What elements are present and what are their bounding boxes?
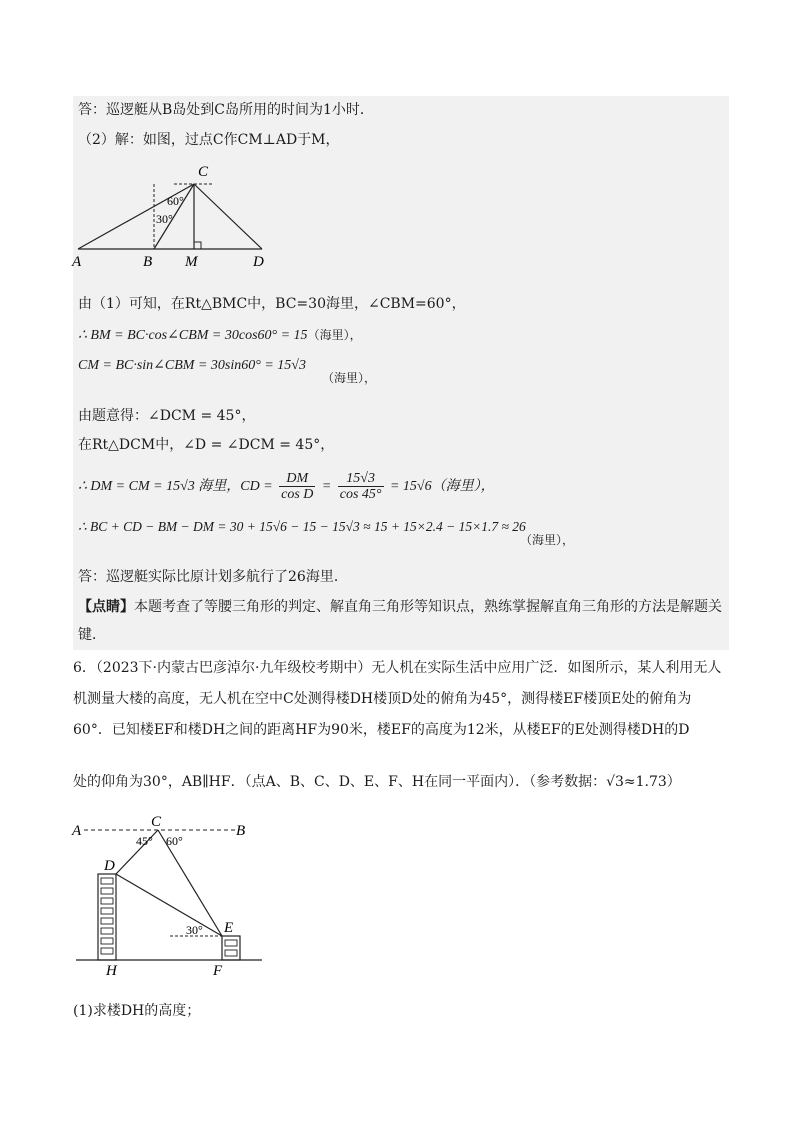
q6-line-4: 处的仰角为30°，AB∥HF．（点A、B、C、D、E、F、H在同一平面内）．（参考数据：√3≈1.73） bbox=[73, 774, 681, 790]
fig1-label-c: C bbox=[198, 164, 209, 180]
q6-subquestion-1: (1)求楼DH的高度； bbox=[73, 1003, 201, 1019]
solution-line-2 bbox=[78, 325, 362, 346]
note-line bbox=[78, 597, 722, 617]
fig2-label-f: F bbox=[213, 963, 223, 979]
q6-line-1: 6．（2023下·内蒙古巴彦淖尔·九年级校考期中）无人机在实际生活中应用广泛．如图所示，某人利用无人 bbox=[73, 660, 722, 676]
fig2-angle-45: 45° bbox=[136, 834, 153, 848]
bm-equation: ∴ BM = BC·cos∠CBM = 30cos60° = 15 bbox=[78, 328, 308, 343]
unit-haili-2: （海里）， bbox=[322, 371, 377, 385]
unit-haili-3: （海里）， bbox=[520, 533, 575, 547]
fig1-angle-60: 60° bbox=[167, 194, 184, 208]
q6-line-3: 60°．已知楼EF和楼DH之间的距离HF为90米，楼EF的高度为12米，从楼EF的E处测得楼DH的D bbox=[73, 722, 690, 738]
fig2-label-c: C bbox=[151, 814, 162, 830]
part2-intro: （2）解：如图，过点C作CM⊥AD于M， bbox=[78, 132, 340, 148]
answer-part1: 答：巡逻艇从B岛处到C岛所用的时间为1小时． bbox=[78, 102, 374, 118]
note-text: 本题考查了等腰三角形的判定、解直角三角形等知识点，熟练掌握解直角三角形的方法是解题关 bbox=[134, 599, 722, 615]
note-line-2: 键． bbox=[78, 627, 106, 643]
solution-line-3 bbox=[78, 355, 306, 376]
fig1-angle-30: 30° bbox=[156, 212, 173, 226]
cm-equation: CM = BC·sin∠CBM = 30sin60° = 15√3 bbox=[78, 358, 306, 373]
fig2-label-h: H bbox=[106, 963, 117, 979]
unit-haili-1: （海里）， bbox=[307, 328, 362, 342]
fig1-label-b: B bbox=[143, 254, 153, 270]
fraction-dm-cosd: $\frac{DM}{\text{cos D}}$ bbox=[281, 470, 314, 502]
figure-triangle-abcd bbox=[70, 160, 270, 272]
equals-sign: = bbox=[321, 479, 332, 494]
solution-line-4: 由题意得：∠DCM = 45°， bbox=[78, 408, 256, 424]
fig1-label-m: M bbox=[185, 254, 198, 270]
fig2-label-e: E bbox=[224, 920, 234, 936]
solution-line-1: 由（1）可知，在Rt△BMC中，BC=30海里，∠CBM=60°， bbox=[78, 296, 466, 312]
fig2-label-d: D bbox=[104, 858, 115, 874]
cd-result: = 15√6（海里）， bbox=[389, 479, 495, 494]
solution-line-5: 在Rt△DCM中，∠D = ∠DCM = 45°， bbox=[78, 437, 335, 453]
difference-equation: ∴ BC + CD − BM − DM = 30 + 15√6 − 15 − 15√3 ≈ 15 + 15×2.4 − 15×1.7 ≈ 26 bbox=[78, 519, 526, 534]
solution-line-7 bbox=[78, 517, 526, 537]
fig2-angle-60: 60° bbox=[166, 834, 183, 848]
note-label: 【点睛】 bbox=[78, 599, 134, 615]
fig1-label-d: D bbox=[253, 254, 264, 270]
dm-cd-equation: ∴ DM = CM = 15√3 海里，CD = bbox=[78, 479, 273, 494]
q6-line-2: 机测量大楼的高度，无人机在空中C处测得楼DH楼顶D处的俯角为45°，测得楼EF楼顶E处的俯角为 bbox=[73, 691, 692, 707]
fig2-label-a: A bbox=[72, 823, 82, 839]
answer-part2: 答：巡逻艇实际比原计划多航行了26海里． bbox=[78, 569, 348, 585]
figure-drone-buildings bbox=[70, 812, 270, 980]
fraction-15root3-cos45: $\frac{15√3}{\cos 45^\circ}$ bbox=[339, 470, 382, 502]
fig2-angle-30: 30° bbox=[186, 923, 203, 937]
fig2-label-b: B bbox=[236, 823, 246, 839]
fig1-label-a: A bbox=[72, 254, 82, 270]
solution-line-6 bbox=[78, 468, 495, 504]
